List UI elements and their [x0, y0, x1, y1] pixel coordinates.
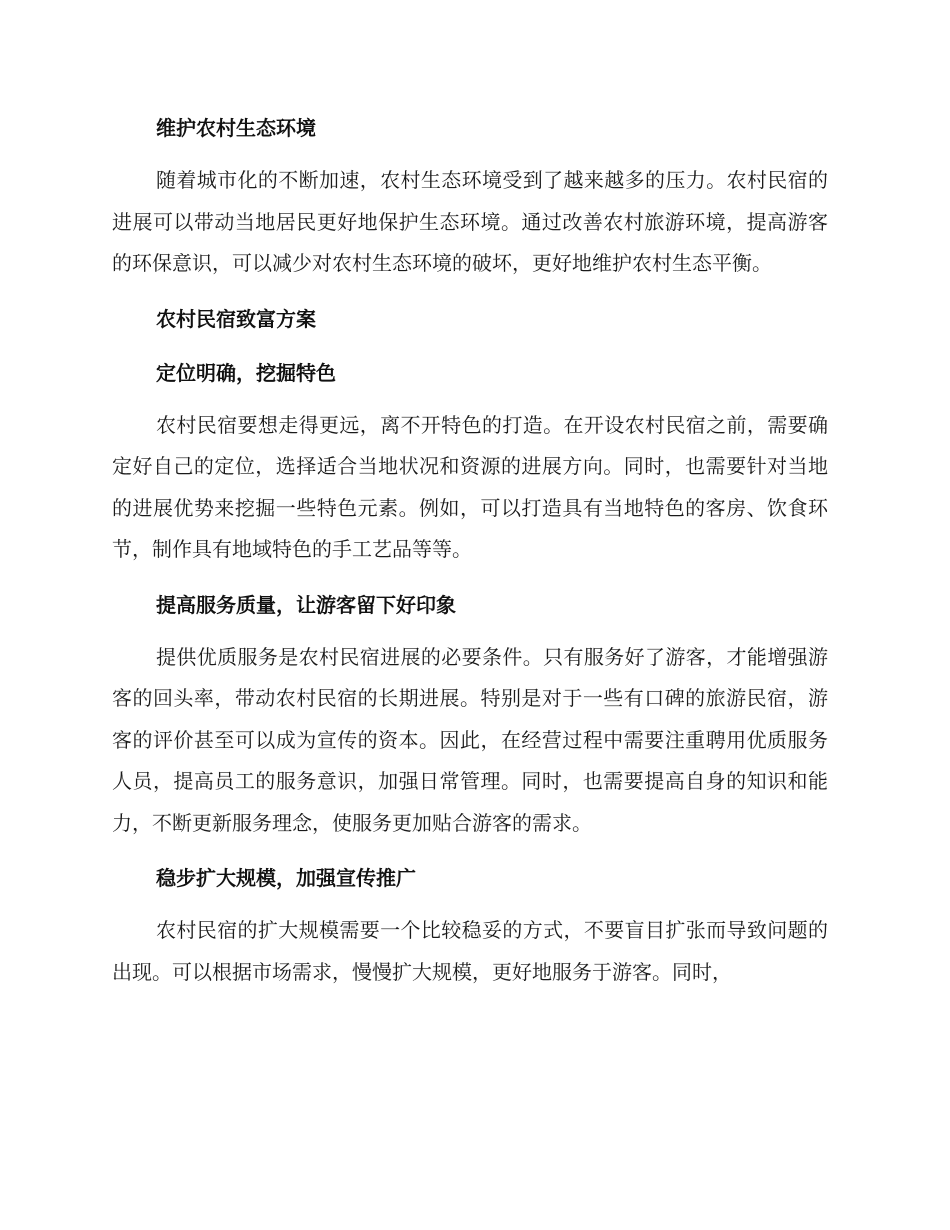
paragraph-expansion: 农村民宿的扩大规模需要一个比较稳妥的方式，不要盲目扩张而导致问题的出现。可以根据市场需求，慢慢扩大规模，更好地服务于游客。同时， [112, 918, 828, 984]
paragraph-service: 提供优质服务是农村民宿进展的必要条件。只有服务好了游客，才能增强游客的回头率，带动农村民宿的长期进展。特别是对于一些有口碑的旅游民宿，游客的评价甚至可以成为宣传的资本。因此，在经营过程中需要注重聘用优质服务人员，提高员工的服务意识，加强日常管理。同时，也需要提高自身的知识和能力，不断更新服务理念，使服务更加贴合游客的需求。 [112, 644, 828, 835]
section-heading-positioning: 定位明确，挖掘特色 [156, 360, 336, 385]
paragraph-ecology: 随着城市化的不断加速，农村生态环境受到了越来越多的压力。农村民宿的进展可以带动当地居民更好地保护生态环境。通过改善农村旅游环境，提高游客的环保意识，可以减少对农村生态环境的破坏，更好地维护农村生态平衡。 [112, 168, 828, 275]
section-heading-expansion: 稳步扩大规模，加强宣传推广 [156, 866, 416, 890]
paragraph-positioning: 农村民宿要想走得更远，离不开特色的打造。在开设农村民宿之前，需要确定好自己的定位，选择适合当地状况和资源的进展方向。同时，也需要针对当地的进展优势来挖掘一些特色元素。例如，可以打造具有当地特色的客房、饮食环节，制作具有地域特色的手工艺品等等。 [112, 412, 828, 561]
section-heading-wealth-plan: 农村民宿致富方案 [156, 306, 316, 331]
section-heading-ecology: 维护农村生态环境 [156, 116, 316, 140]
section-heading-service: 提高服务质量，让游客留下好印象 [156, 592, 456, 617]
